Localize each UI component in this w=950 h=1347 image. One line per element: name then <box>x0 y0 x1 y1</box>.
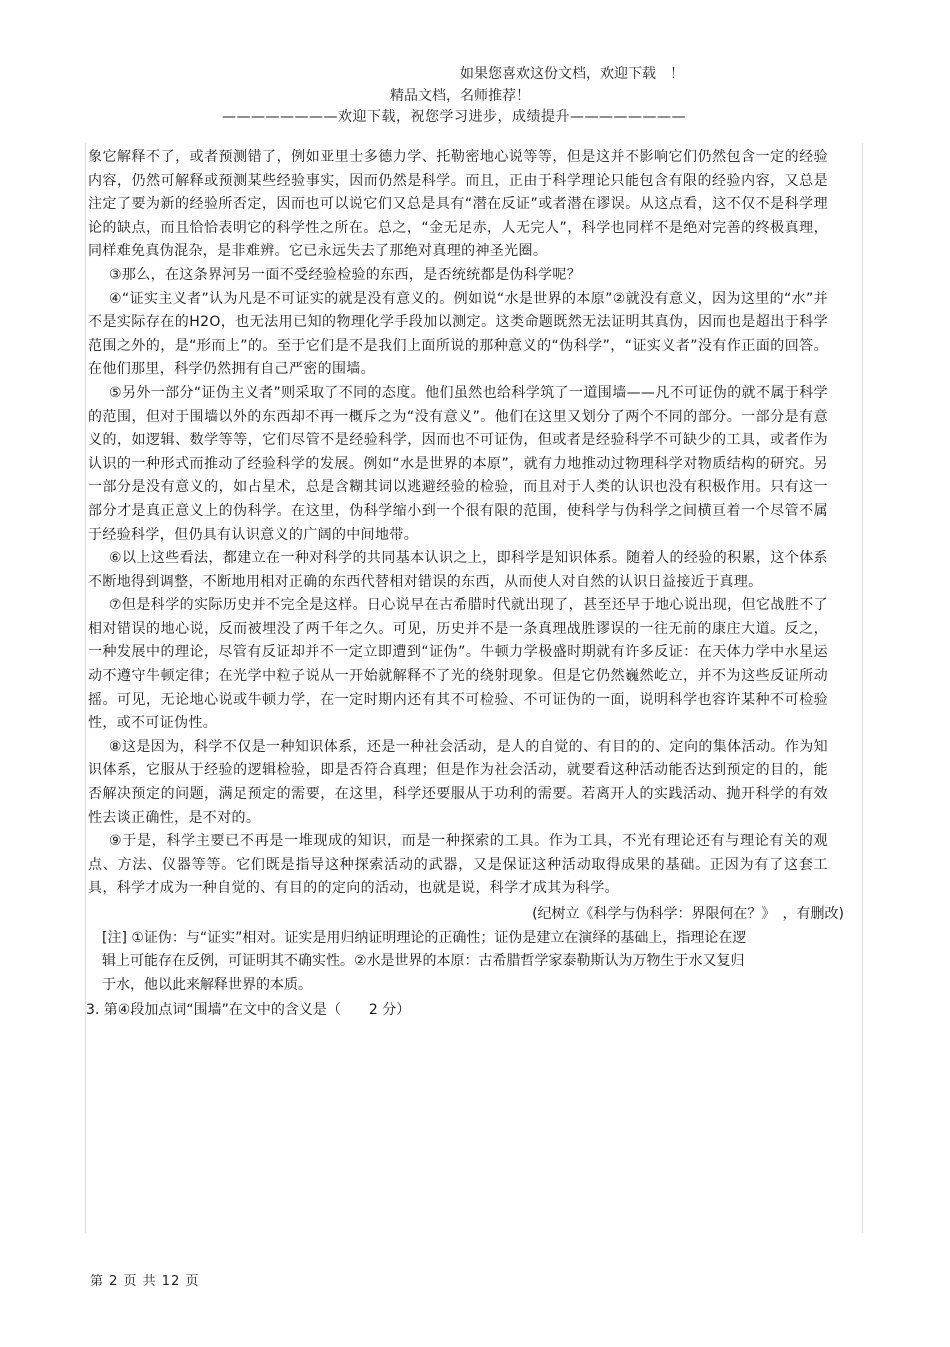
header-line-1: 如果您喜欢这份文档，欢迎下载 ！ <box>460 66 684 82</box>
paragraph-6: ⑥以上这些看法，都建立在一种对科学的共同基本认识之上，即科学是知识体系。随着人的经验的积累，这个体系不断地得到调整，不断地用相对正确的东西代替相对错误的东西，从而使人对自然的认识日益接近于真理。 <box>88 550 828 590</box>
paragraph-continued: 象它解释不了，或者预测错了，例如亚里士多德力学、托勒密地心说等等，但是这并不影响它们仍然包含一定的经验内容，仍然可解释或预测某些经验事实，因而仍然是科学。而且，正由于科学理论只能包含有限的经验内容，又总是注定了要为新的经验所否定，因而也可以说它们又总是具有“潜在反证”或者潜在谬误。从这点看，这不仅不是科学理论的缺点，而且恰恰表明它的科学性之所在。总之，“金无足赤，人无完人”，科学也同样不是绝对完善的终极真理，同样难免真伪混杂，是非难辨。它已永远失去了那绝对真理的神圣光圈。 <box>88 149 828 260</box>
article-body <box>86 146 844 1023</box>
page-number: 第 2 页 共 12 页 <box>90 1274 200 1289</box>
paragraph-9: ⑨于是，科学主要已不再是一堆现成的知识，而是一种探索的工具。作为工具，不光有理论还有与理论有关的观点、方法、仪器等等。它们既是指导这种探索活动的武器，又是保证这种活动取得成果的基础。正因为有了这套工具，科学才成为一种自觉的、有目的的定向的活动，也就是说，科学才成其为科学。 <box>88 833 828 897</box>
source-citation: (纪树立《科学与伪科学：界限何在？》 ，有删改) <box>532 906 844 922</box>
paragraph-7: ⑦但是科学的实际历史并不完全是这样。日心说早在古希腊时代就出现了，甚至还早于地心说出现，但它战胜不了相对错误的地心说，反而被埋没了两千年之久。可见，历史并不是一条真理战胜谬误的一往无前的康庄大道。反之，一种发展中的理论，尽管有反证却并不一定立即遭到“证伪”。牛顿力学极盛时期就有许多反证：在天体力学中水星运动不遵守牛顿定律；在光学中粒子说从一开始就解释不了光的绕射现象。但是它仍然巍然屹立，并不为这些反证所动摇。可见，无论地心说或牛顿力学，在一定时期内还有其不可检验、不可证伪的一面，说明科学也容许某种不可检验性，或不可证伪性。 <box>88 597 828 732</box>
paragraph-5: ⑤另外一部分“证伪主义者”则采取了不同的态度。他们虽然也给科学筑了一道围墙——凡不可证伪的就不属于科学的范围，但对于围墙以外的东西却不再一概斥之为“没有意义”。他们在这里又划分了两个不同的部分。一部分是有意义的，如逻辑、数学等等，它们尽管不是经验科学，因而也不可证伪，但或者是经验科学不可缺少的工具，或者作为认识的一种形式而推动了经验科学的发展。例如“水是世界的本原”，就有力地推动过物理科学对物质结构的研究。另一部分是没有意义的，如占星术，总是含糊其词以逃避经验的检验，而且对于人类的认识也没有积极作用。只有这一部分才是真正意义上的伪科学。在这里，伪科学缩小到一个很有限的范围，使科学与伪科学之间横亘着一个尽管不属于经验科学，但仍具有认识意义的广阔的中间地带。 <box>88 384 828 543</box>
paragraph-3: ③那么，在这条界河另一面不受经验检验的东西，是否统统都是伪科学呢？ <box>109 266 582 283</box>
header-line-2: 精品文档，名师推荐！ <box>390 88 530 104</box>
paragraph-8: ⑧这是因为，科学不仅是一种知识体系，还是一种社会活动，是人的自觉的、有目的的、定向的集体活动。作为知识体系，它服从于经验的逻辑检验，即是否符合真理；但是作为社会活动，就要看这种活动能否达到预定的目的，能否解决预定的问题，满足预定的需要，在这里，科学还要服从于功利的需要。若离开人的实践活动、抛开科学的有效性去谈正确性，是不对的。 <box>88 738 828 826</box>
header-line-3: ————————欢迎下载，祝您学习进步，成绩提升———————— <box>222 109 686 125</box>
frame-right-border <box>862 143 863 1233</box>
frame-left-border <box>85 143 86 1233</box>
footnote: [注] ①证伪：与“证实”相对。证实是用归纳证明理论的正确性；证伪是建立在演绎的基础上，指理论在逻辑上可能存在反例，可证明其不确实性。②水是世界的本原：古希腊哲学家泰勒斯认为万物生于水又复归于水，他以此来解释世界的本质。 <box>102 929 747 993</box>
question-3: 3. 第④段加点词“围墙”在文中的含义是（ 2 分） <box>86 1002 411 1019</box>
paragraph-4: ④“证实主义者”认为凡是不可证实的就是没有意义的。例如说“水是世界的本原”②就没有意义，因为这里的“水”并不是实际存在的H2O，也无法用已知的物理化学手段加以测定。这类命题既然无法证明其真伪，因而也是超出于科学范围之外的，是“形而上”的。至于它们是不是我们上面所说的那种意义的“伪科学”，“证实义者”没有作正面的回答。在他们那里，科学仍然拥有自己严密的围墙。 <box>88 290 828 378</box>
